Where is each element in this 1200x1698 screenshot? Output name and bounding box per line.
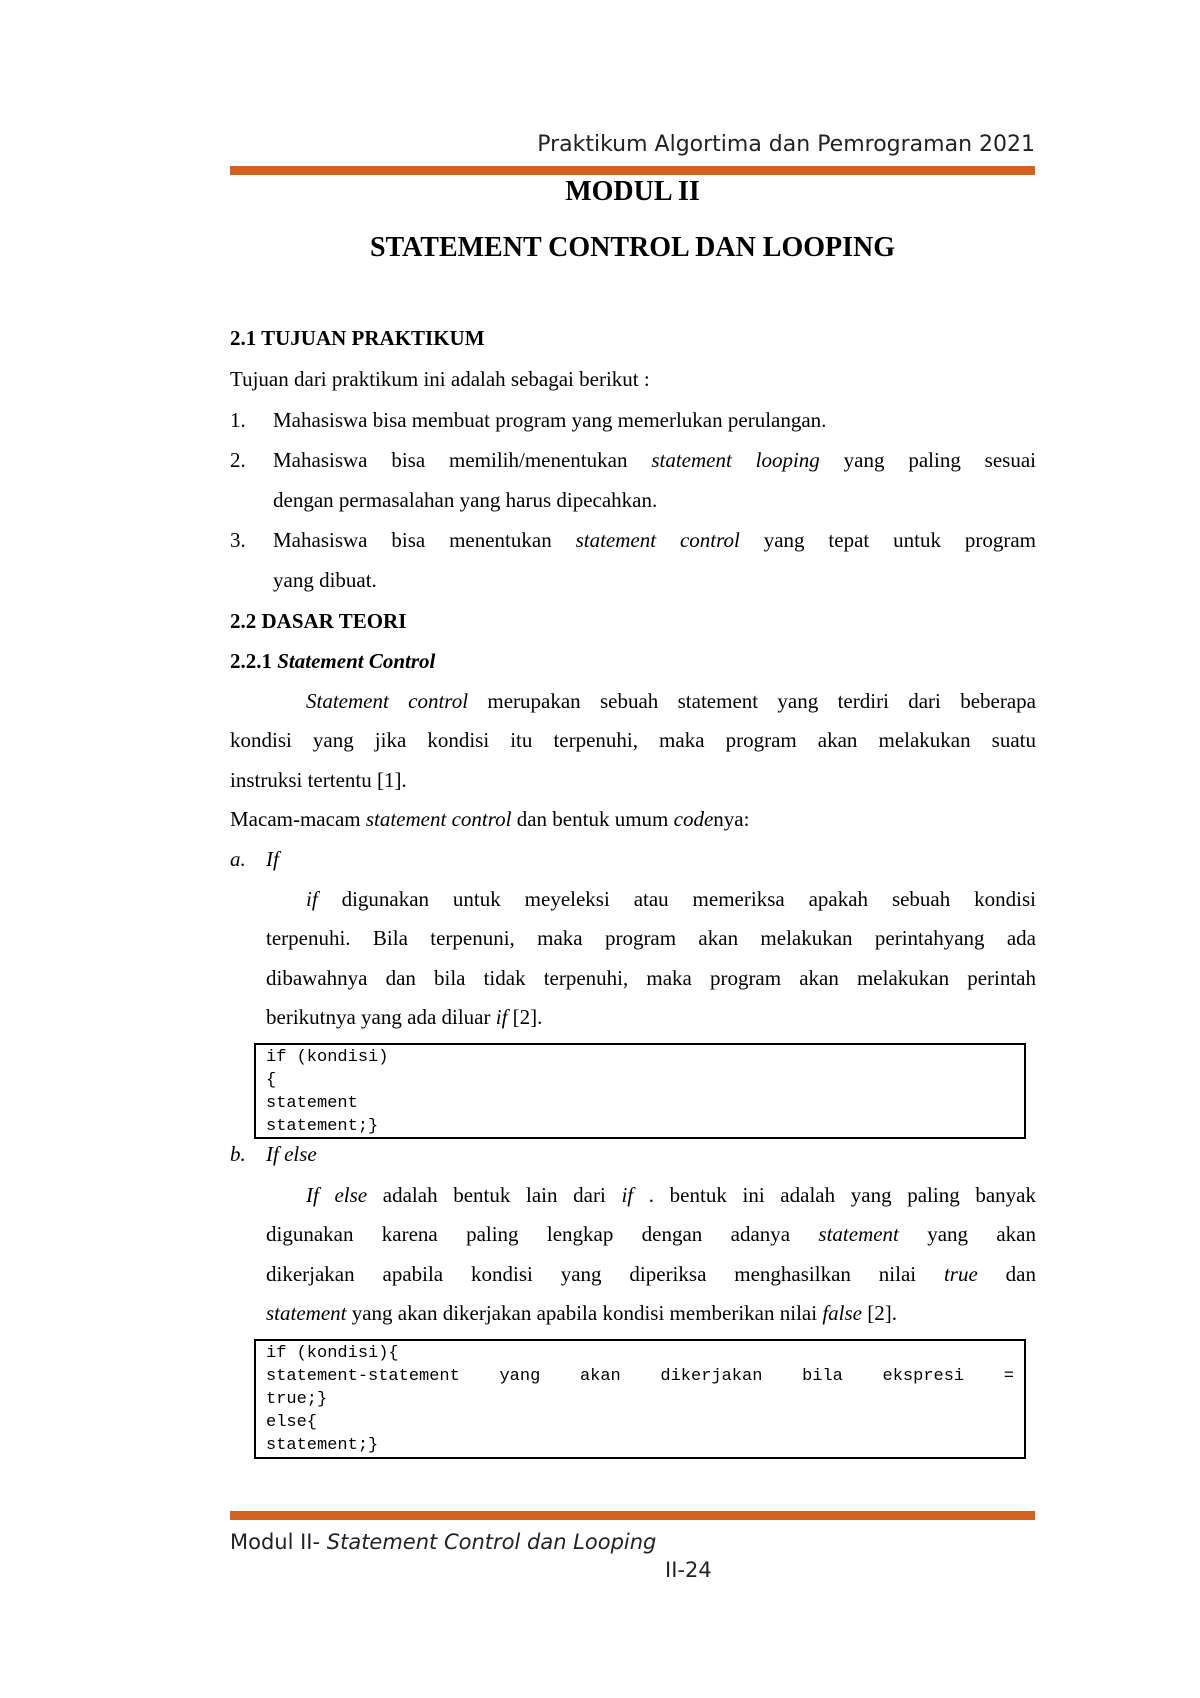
page-number: II-24 [665, 1558, 712, 1582]
list-text-line: Mahasiswa bisa menentukan statement control yang tepat untuk program [273, 528, 1036, 552]
header-rule [230, 166, 1035, 175]
code-block-if [254, 1043, 1026, 1139]
list-text-line: dengan permasalahan yang harus dipecahkan. [273, 488, 658, 512]
module-title: MODUL II [565, 176, 700, 207]
section-heading-2-2: 2.2 DASAR TEORI [230, 609, 407, 633]
list-number: 1. [230, 408, 246, 432]
running-header: Praktikum Algortima dan Pemrograman 2021 [537, 132, 1035, 157]
list-number: 3. [230, 528, 246, 552]
paragraph-line: statement yang akan dikerjakan apabila kondisi memberikan nilai false [2]. [266, 1301, 897, 1325]
paragraph-line: Statement control merupakan sebuah statement yang terdiri dari beberapa [306, 689, 1036, 713]
paragraph-line: kondisi yang jika kondisi itu terpenuhi, maka program akan melakukan suatu [230, 728, 1036, 752]
paragraph-line: If else adalah bentuk lain dari if . bentuk ini adalah yang paling banyak [306, 1183, 1036, 1207]
module-subtitle: STATEMENT CONTROL DAN LOOPING [369, 232, 896, 263]
code-token: yang [499, 1367, 541, 1386]
objectives-intro: Tujuan dari praktikum ini adalah sebagai berikut : [230, 367, 650, 391]
running-footer: Modul II- Statement Control dan Looping [230, 1530, 657, 1554]
paragraph-line: dibawahnya dan bila tidak terpenuhi, maka program akan melakukan perintah [266, 966, 1036, 990]
list-text-line: yang dibuat. [273, 568, 377, 592]
paragraph-line: dikerjakan apabila kondisi yang diperiksa menghasilkan nilai true dan [266, 1262, 1036, 1286]
code-line: { [266, 1071, 277, 1090]
footer-rule [230, 1511, 1035, 1520]
list-number: 2. [230, 448, 246, 472]
subsection-heading-2-2-1: 2.2.1 Statement Control [230, 649, 436, 673]
paragraph-line: if digunakan untuk meyeleksi atau memeriksa apakah sebuah kondisi [306, 887, 1036, 911]
paragraph-line: berikutnya yang ada diluar if [2]. [266, 1005, 543, 1029]
paragraph-line: digunakan karena paling lengkap dengan adanya statement yang akan [266, 1222, 1036, 1246]
code-token: ekspresi [882, 1367, 965, 1386]
code-token: statement-statement [266, 1367, 460, 1386]
code-token: = [1003, 1367, 1014, 1386]
code-line: statement [266, 1094, 358, 1113]
item-b-label: b. [230, 1142, 246, 1166]
item-b-title: If else [266, 1142, 317, 1166]
code-token: dikerjakan [660, 1367, 763, 1386]
paragraph-line: terpenuhi. Bila terpenuni, maka program akan melakukan perintahyang ada [266, 926, 1036, 950]
code-line: if (kondisi) [266, 1048, 389, 1067]
code-token: bila [802, 1367, 843, 1386]
item-a-label: a. [230, 847, 246, 871]
code-line: statement;} [266, 1117, 379, 1136]
code-line: if (kondisi){ [266, 1344, 399, 1363]
code-token: akan [579, 1367, 621, 1386]
paragraph-line: Macam-macam statement control dan bentuk umum codenya: [230, 807, 750, 831]
section-heading-2-1: 2.1 TUJUAN PRAKTIKUM [230, 326, 485, 350]
code-line-justified [266, 1365, 1014, 1388]
code-line: true;} [266, 1390, 328, 1409]
paragraph-line: instruksi tertentu [1]. [230, 768, 407, 792]
code-line: else{ [266, 1413, 318, 1432]
code-line: statement;} [266, 1436, 379, 1455]
item-a-title: If [266, 847, 279, 871]
code-block-if-else [254, 1339, 1026, 1459]
list-text: Mahasiswa bisa membuat program yang memerlukan perulangan. [273, 408, 827, 432]
list-text-line: Mahasiswa bisa memilih/menentukan statement looping yang paling sesuai [273, 448, 1036, 472]
